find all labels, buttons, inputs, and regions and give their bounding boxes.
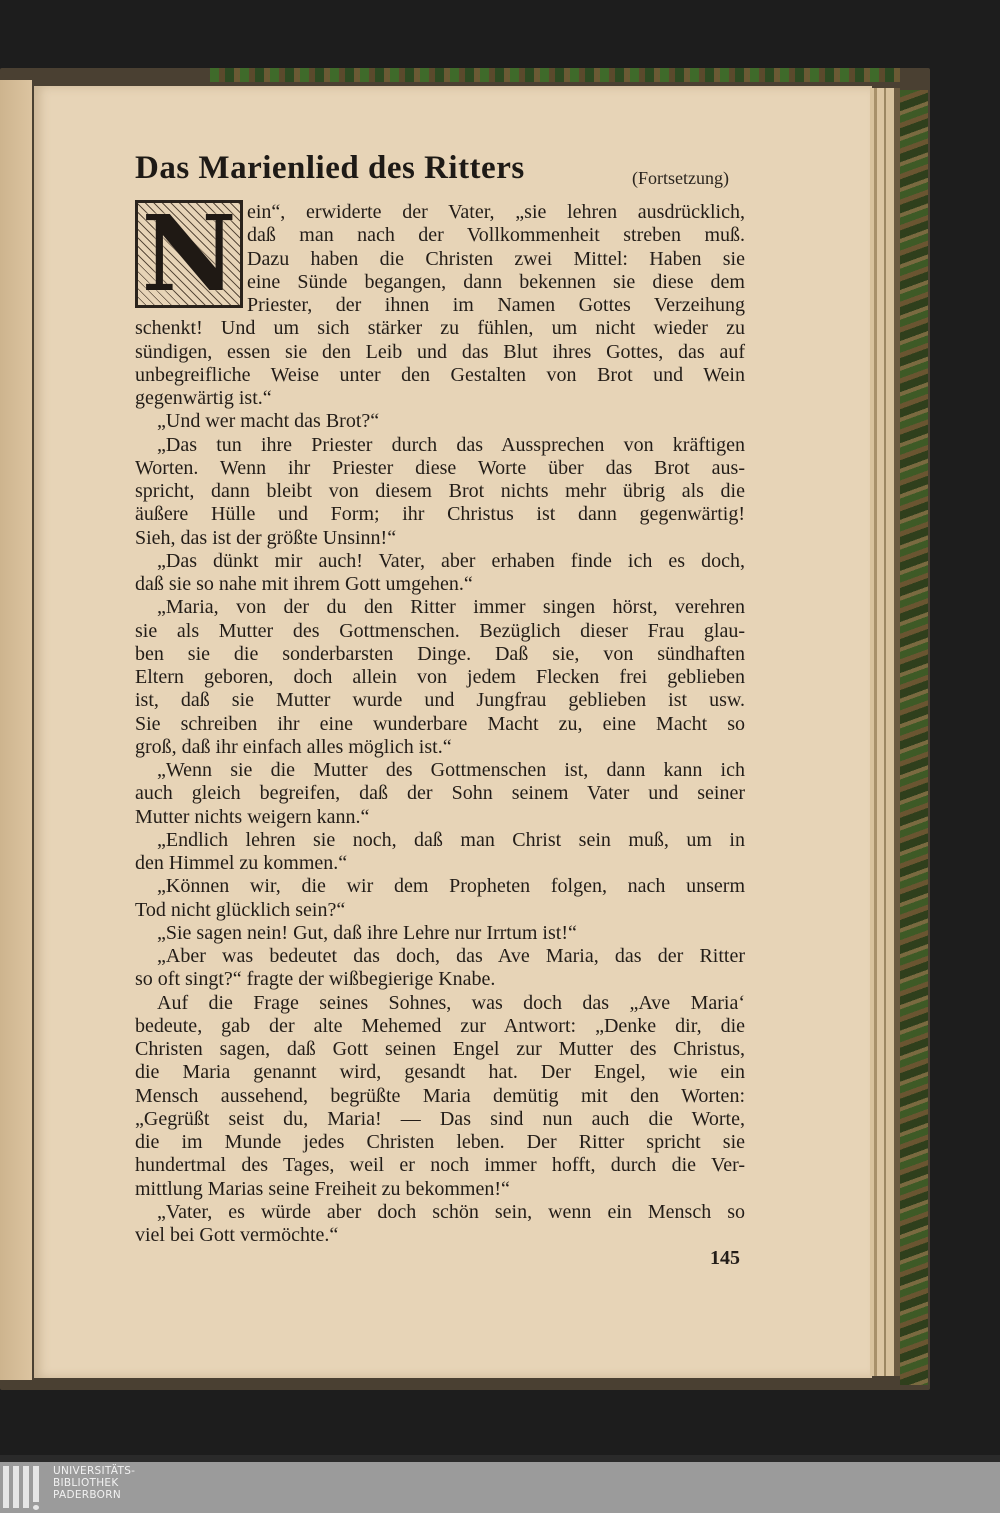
text-line: „Gegrüßt seist du, Maria! — Das sind nun auch die Worte, — [135, 1107, 745, 1130]
footer-divider — [0, 1455, 1000, 1462]
text-line: mittlung Marias seine Freiheit zu bekommen!“ — [135, 1177, 510, 1200]
text-line: schenkt! Und um sich stärker zu fühlen, um nicht wieder zu — [135, 317, 745, 340]
text-line: Tod nicht glücklich sein?“ — [135, 898, 346, 921]
left-page-edge — [0, 80, 32, 1380]
library-logo-text — [53, 1465, 135, 1501]
text-line: „Wenn sie die Mutter des Gottmenschen ist, dann kann ich — [157, 759, 745, 781]
text-line: „Sie sagen nein! Gut, daß ihre Lehre nur Irrtum ist!“ — [157, 921, 577, 944]
text-line: auch gleich begreifen, daß der Sohn seinem Vater und seiner — [135, 782, 745, 805]
text-line: Eltern geboren, doch allein von jedem Flecken frei geblieben — [135, 666, 745, 688]
text-line: ein“, erwiderte der Vater, „sie lehren ausdrücklich, — [247, 201, 745, 223]
text-line: viel bei Gott vermöchte.“ — [135, 1224, 339, 1246]
text-line: daß sie so nahe mit ihrem Gott umgehen.“ — [135, 573, 473, 595]
text-line: Sie schreiben ihr eine wunderbare Macht zu, eine Macht so — [135, 712, 745, 735]
text-line: Priester, der ihnen im Namen Gottes Verzeihung — [247, 294, 745, 316]
text-line: unbegreifliche Weise unter den Gestalten von Brot und Wein — [135, 363, 745, 386]
chapter-title: Das Marienlied des Ritters — [135, 150, 525, 186]
text-line: sie als Mutter des Gottmenschen. Bezüglich dieser Frau glau- — [135, 619, 745, 642]
text-line: „Vater, es würde aber doch schön sein, wenn ein Mensch so — [157, 1200, 745, 1223]
continuation-note: (Fortsetzung) — [632, 168, 729, 188]
text-line: „Das dünkt mir auch! Vater, aber erhaben finde ich es doch, — [157, 549, 745, 572]
drop-cap-letter: N — [141, 192, 237, 315]
text-line: den Himmel zu kommen.“ — [135, 852, 348, 874]
text-line: ist, daß sie Mutter wurde und Jungfrau geblieben ist usw. — [135, 689, 745, 712]
text-line: „Aber was bedeutet das doch, das Ave Maria, das der Ritter — [157, 945, 745, 967]
text-line: Sieh, das ist der größte Unsinn!“ — [135, 526, 397, 549]
text-line: „Endlich lehren sie noch, daß man Christ sein muß, um in — [157, 828, 745, 851]
text-line: äußere Hülle und Form; ihr Christus ist dann gegenwärtig! — [135, 503, 745, 526]
text-line: daß man nach der Vollkommenheit streben muß. — [247, 224, 745, 247]
text-line: Mensch aussehend, begrüßte Maria demütig mit den Worten: — [135, 1084, 745, 1107]
text-line: sündigen, essen sie den Leib und das Blut ihres Gottes, das auf — [135, 340, 745, 363]
body-text — [135, 192, 745, 1247]
text-line: Christen sagen, daß Gott seinen Engel zur Mutter des Christus, — [135, 1038, 745, 1060]
text-line: eine Sünde begangen, dann bekennen sie diese dem — [247, 270, 745, 293]
text-line: Auf die Frage seines Sohnes, was doch das „Ave Maria‘ — [157, 991, 745, 1014]
text-line: ben sie die sonderbarsten Dinge. Daß sie, von sündhaften — [135, 642, 745, 665]
logo-line: BIBLIOTHEK — [53, 1477, 119, 1489]
text-line: Dazu haben die Christen zwei Mittel: Haben sie — [247, 247, 745, 270]
text-line: bedeute, gab der alte Mehemed zur Antwort: „Denke dir, die — [135, 1014, 745, 1037]
text-line: so oft singt?“ fragte der wißbegierige Knabe. — [135, 968, 496, 991]
text-line: Mutter nichts weigern kann.“ — [135, 805, 370, 828]
text-line: die im Munde jedes Christen leben. Der Ritter spricht sie — [135, 1131, 745, 1153]
text-line: groß, daß ihr einfach alles möglich ist.“ — [135, 735, 452, 758]
text-line: gegenwärtig ist.“ — [135, 387, 272, 409]
text-line: Worten. Wenn ihr Priester diese Worte über das Brot aus- — [135, 456, 745, 479]
library-footer — [0, 1462, 1000, 1513]
text-line: spricht, dann bleibt von diesem Brot nichts mehr übrig als die — [135, 480, 745, 502]
cover-marble-side — [900, 90, 928, 1385]
logo-line: UNIVERSITÄTS- — [53, 1465, 136, 1477]
page-number: 145 — [710, 1247, 740, 1269]
text-line: „Und wer macht das Brot?“ — [157, 410, 380, 433]
logo-line: PADERBORN — [53, 1489, 121, 1501]
text-line: die Maria genannt wird, gesandt hat. Der Engel, wie ein — [135, 1061, 745, 1084]
text-line: „Maria, von der du den Ritter immer singen hörst, verehren — [157, 596, 745, 619]
text-line: „Können wir, die wir dem Propheten folgen, nach unserm — [157, 875, 745, 898]
cover-marble-edge — [210, 68, 900, 82]
page-edges — [870, 88, 900, 1376]
text-line: „Das tun ihre Priester durch das Aussprechen von kräftigen — [157, 433, 745, 456]
text-line: hundertmal des Tages, weil er noch immer hofft, durch die Ver- — [135, 1154, 745, 1177]
